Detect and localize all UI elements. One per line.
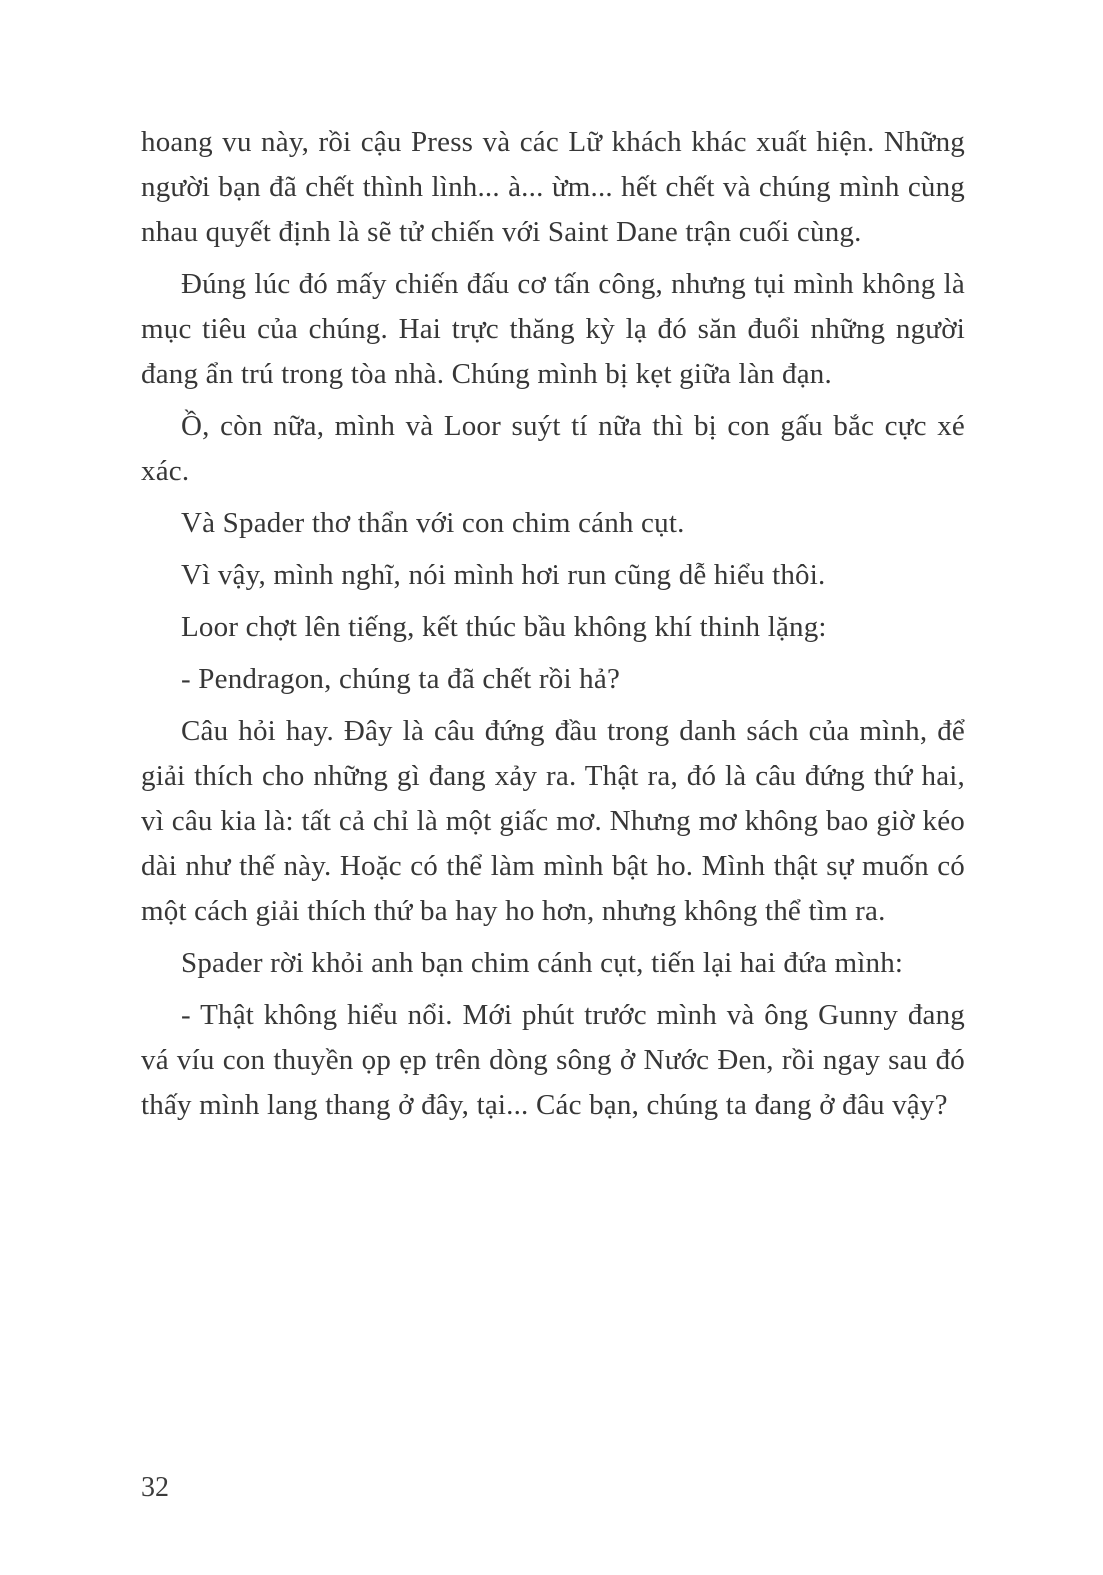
paragraph-dialogue: - Pendragon, chúng ta đã chết rồi hả? xyxy=(181,663,621,695)
paragraph: Và Spader thơ thẩn với con chim cánh cụt. xyxy=(181,507,685,539)
paragraph: hoang vu này, rồi cậu Press và các Lữ khách khác xuất hiện. Những người bạn đã chết thình lình... à... ừm... hết chết và chúng mình cùng nhau quyết định là sẽ tử chiến với Saint Dane trận cuối cùng. xyxy=(141,126,965,248)
paragraph: Câu hỏi hay. Đây là câu đứng đầu trong danh sách của mình, để giải thích cho những gì đang xảy ra. Thật ra, đó là câu đứng thứ hai, vì câu kia là: tất cả chỉ là một giấc mơ. Nhưng mơ không bao giờ kéo dài như thế này. Hoặc có thể làm mình bật ho. Mình thật sự muốn có một cách giải thích thứ ba hay ho hơn, nhưng không thể tìm ra. xyxy=(141,715,965,927)
page-number: 32 xyxy=(141,1472,169,1503)
paragraph-dialogue: - Thật không hiểu nổi. Mới phút trước mình và ông Gunny đang vá víu con thuyền ọp ẹp trên dòng sông ở Nước Đen, rồi ngay sau đó thấy mình lang thang ở đây, tại... Các bạn, chúng ta đang ở đâu vậy? xyxy=(141,999,965,1121)
paragraph: Ồ, còn nữa, mình và Loor suýt tí nữa thì bị con gấu bắc cực xé xác. xyxy=(141,410,965,487)
text-block xyxy=(141,120,965,1135)
paragraph: Vì vậy, mình nghĩ, nói mình hơi run cũng dễ hiểu thôi. xyxy=(181,559,826,591)
paragraph: Đúng lúc đó mấy chiến đấu cơ tấn công, nhưng tụi mình không là mục tiêu của chúng. Hai trực thăng kỳ lạ đó săn đuổi những người đang ẩn trú trong tòa nhà. Chúng mình bị kẹt giữa làn đạn. xyxy=(141,268,965,390)
paragraph: Spader rời khỏi anh bạn chim cánh cụt, tiến lại hai đứa mình: xyxy=(181,947,904,979)
paragraph: Loor chợt lên tiếng, kết thúc bầu không khí thinh lặng: xyxy=(181,611,827,643)
